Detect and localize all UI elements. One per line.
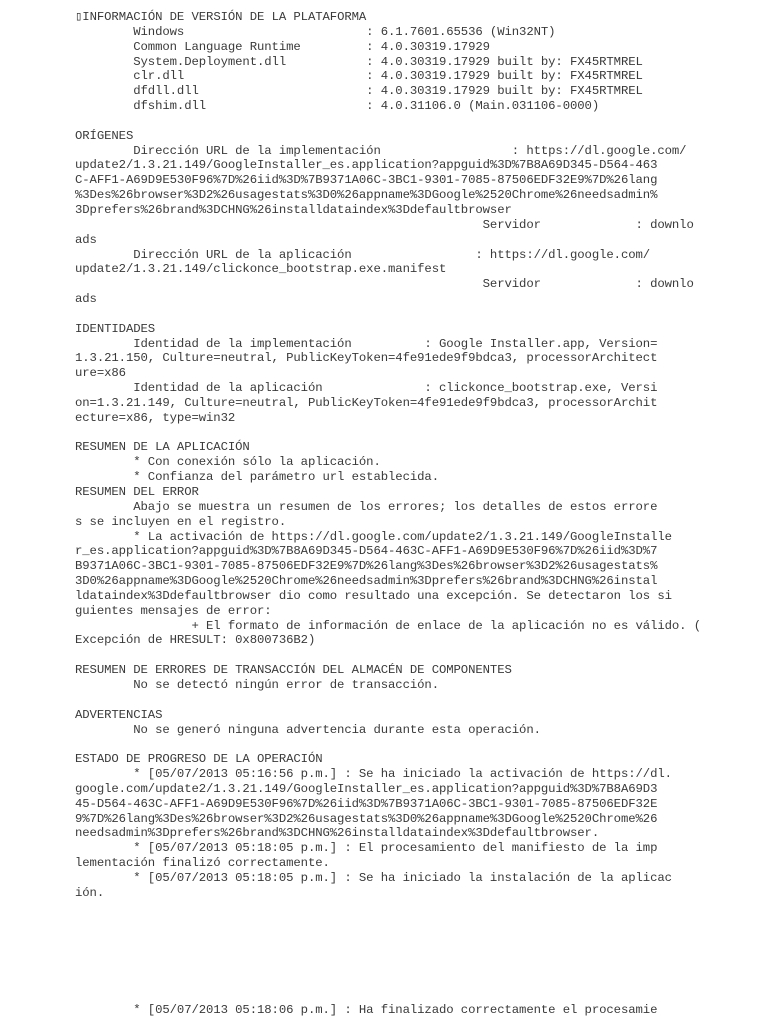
log-line: * [05/07/2013 05:18:05 p.m.] : El procesamiento del manifiesto de la imp bbox=[75, 841, 658, 856]
log-line: * Confianza del parámetro url establecida. bbox=[75, 470, 439, 485]
log-line: + El formato de información de enlace de la aplicación no es válido. ( bbox=[75, 618, 702, 633]
log-line bbox=[75, 426, 755, 441]
log-line: * [05/07/2013 05:16:56 p.m.] : Se ha iniciado la activación de https://dl. bbox=[75, 767, 672, 782]
log-line bbox=[75, 114, 755, 129]
log-line: ESTADO DE PROGRESO DE LA OPERACIÓN bbox=[75, 752, 323, 767]
log-line bbox=[75, 693, 755, 708]
log-line: 45-D564-463C-AFF1-A69D9E530F96%7D%26iid%3D%7B9371A06C-3BC1-9301-7085-87506EDF32E bbox=[75, 796, 658, 811]
log-line: guientes mensajes de error: bbox=[75, 603, 272, 618]
log-line: Servidor : downlo bbox=[75, 217, 694, 232]
log-line: No se generó ninguna advertencia durante esta operación. bbox=[75, 722, 541, 737]
log-line: s se incluyen en el registro. bbox=[75, 514, 287, 529]
log-line: 1.3.21.150, Culture=neutral, PublicKeyToken=4fe91ede9f9bdca3, processorArchitect bbox=[75, 351, 658, 366]
log-line: needsadmin%3Dprefers%26brand%3DCHNG%26installdataindex%3Ddefaultbrowser. bbox=[75, 826, 600, 841]
log-line: lementación finalizó correctamente. bbox=[75, 856, 330, 871]
log-line: B9371A06C-3BC1-9301-7085-87506EDF32E9%7D%26lang%3Des%26browser%3D2%26usagestats% bbox=[75, 559, 658, 574]
log-line bbox=[75, 648, 755, 663]
log-line: 3Dprefers%26brand%3DCHNG%26installdataindex%3Ddefaultbrowser bbox=[75, 202, 512, 217]
log-line: clr.dll : 4.0.30319.17929 built by: FX45RTMREL bbox=[75, 69, 643, 84]
log-line: ▯INFORMACIÓN DE VERSIÓN DE LA PLATAFORMA bbox=[75, 10, 367, 24]
log-line: ORÍGENES bbox=[75, 128, 134, 143]
log-line: * Con conexión sólo la aplicación. bbox=[75, 455, 381, 470]
log-line: ads bbox=[75, 292, 97, 307]
log-line: RESUMEN DE ERRORES DE TRANSACCIÓN DEL ALMACÉN DE COMPONENTES bbox=[75, 663, 512, 678]
log-line: Identidad de la aplicación : clickonce_bootstrap.exe, Versi bbox=[75, 381, 658, 396]
log-line bbox=[75, 307, 755, 322]
log-line: Dirección URL de la implementación : https://dl.google.com/ bbox=[75, 143, 687, 158]
log-line: 9%7D%26lang%3Des%26browser%3D2%26usagestats%3D0%26appname%3DGoogle%2520Chrome%26 bbox=[75, 811, 658, 826]
log-line: * La activación de https://dl.google.com/update2/1.3.21.149/GoogleInstalle bbox=[75, 529, 672, 544]
log-line: ecture=x86, type=win32 bbox=[75, 410, 236, 425]
log-line: ADVERTENCIAS bbox=[75, 707, 163, 722]
log-line: System.Deployment.dll : 4.0.30319.17929 built by: FX45RTMREL bbox=[75, 54, 643, 69]
log-line: r_es.application?appguid%3D%7B8A69D345-D564-463C-AFF1-A69D9E530F96%7D%26iid%3D%7 bbox=[75, 544, 658, 559]
log-line: Servidor : downlo bbox=[75, 277, 694, 292]
log-line: ure=x86 bbox=[75, 366, 126, 381]
log-line: 3D0%26appname%3DGoogle%2520Chrome%26needsadmin%3Dprefers%26brand%3DCHNG%26instal bbox=[75, 574, 658, 589]
log-line: Windows : 6.1.7601.65536 (Win32NT) bbox=[75, 24, 556, 39]
log-line: IDENTIDADES bbox=[75, 321, 156, 336]
log-line: dfdll.dll : 4.0.30319.17929 built by: FX45RTMREL bbox=[75, 84, 643, 99]
log-line: dfshim.dll : 4.0.31106.0 (Main.031106-0000) bbox=[75, 99, 600, 114]
log-line: * [05/07/2013 05:18:06 p.m.] : Ha finalizado correctamente el procesamie bbox=[75, 1003, 658, 1017]
log-line: Dirección URL de la aplicación : https://dl.google.com/ bbox=[75, 247, 651, 262]
log-line: Abajo se muestra un resumen de los errores; los detalles de estos errore bbox=[75, 499, 658, 514]
log-line: Excepción de HRESULT: 0x800736B2) bbox=[75, 633, 316, 648]
log-document-tail bbox=[75, 1003, 755, 1018]
log-line: ldataindex%3Ddefaultbrowser dio como resultado una excepción. Se detectaron los si bbox=[75, 588, 672, 603]
log-document bbox=[75, 10, 755, 901]
log-line: No se detectó ningún error de transacción. bbox=[75, 677, 439, 692]
log-line: Common Language Runtime : 4.0.30319.17929 bbox=[75, 39, 490, 54]
log-line: RESUMEN DE LA APLICACIÓN bbox=[75, 440, 250, 455]
log-line: C-AFF1-A69D9E530F96%7D%26iid%3D%7B9371A06C-3BC1-9301-7085-87506EDF32E9%7D%26lang bbox=[75, 173, 658, 188]
log-line: on=1.3.21.149, Culture=neutral, PublicKeyToken=4fe91ede9f9bdca3, processorArchit bbox=[75, 395, 658, 410]
log-line bbox=[75, 737, 755, 752]
log-line: update2/1.3.21.149/clickonce_bootstrap.exe.manifest bbox=[75, 262, 447, 277]
log-line: Identidad de la implementación : Google Installer.app, Version= bbox=[75, 336, 658, 351]
log-line: RESUMEN DEL ERROR bbox=[75, 485, 199, 499]
log-line: %3Des%26browser%3D2%26usagestats%3D0%26appname%3DGoogle%2520Chrome%26needsadmin% bbox=[75, 188, 658, 203]
log-line: ads bbox=[75, 232, 97, 247]
log-line: * [05/07/2013 05:18:05 p.m.] : Se ha iniciado la instalación de la aplicac bbox=[75, 870, 672, 885]
log-line: google.com/update2/1.3.21.149/GoogleInstaller_es.application?appguid%3D%7B8A69D3 bbox=[75, 781, 658, 796]
log-line: ión. bbox=[75, 885, 105, 900]
log-line: update2/1.3.21.149/GoogleInstaller_es.application?appguid%3D%7B8A69D345-D564-463 bbox=[75, 158, 658, 173]
